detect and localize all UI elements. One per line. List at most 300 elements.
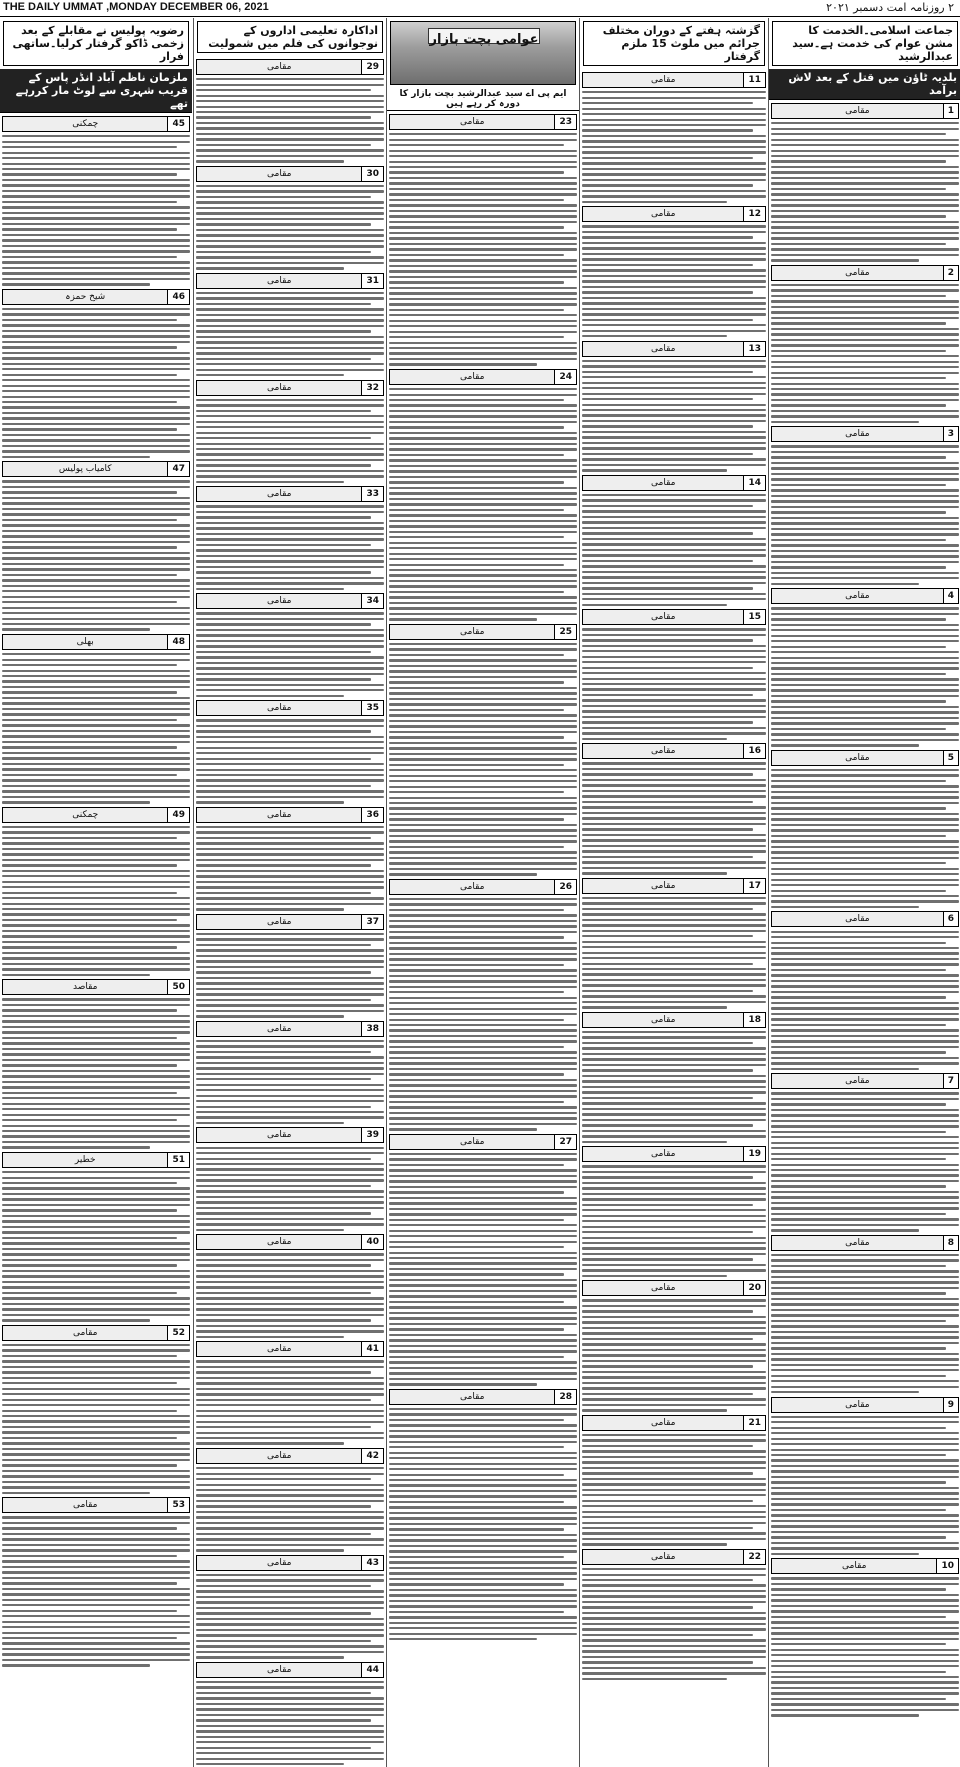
text-line bbox=[196, 1366, 384, 1368]
text-line bbox=[2, 261, 190, 263]
text-line bbox=[389, 1197, 577, 1199]
text-line bbox=[2, 1215, 190, 1217]
text-line bbox=[582, 1574, 766, 1576]
text-line bbox=[389, 1057, 577, 1059]
text-line bbox=[2, 746, 177, 748]
text-line bbox=[389, 986, 577, 988]
unit-number: 32 bbox=[361, 381, 383, 395]
text-line bbox=[771, 528, 959, 530]
text-line bbox=[771, 1287, 959, 1289]
text-line bbox=[582, 499, 766, 501]
text-line bbox=[771, 204, 959, 206]
text-line bbox=[771, 243, 946, 245]
text-line bbox=[389, 1512, 577, 1514]
text-line bbox=[389, 747, 577, 749]
text-line bbox=[771, 1583, 959, 1585]
unit-name: مقامی bbox=[197, 381, 361, 395]
text-line bbox=[582, 963, 753, 965]
text-line bbox=[771, 577, 959, 579]
unit-number: 2 bbox=[943, 266, 958, 280]
text-line bbox=[2, 1031, 190, 1033]
text-line bbox=[582, 124, 766, 126]
unit-number: 12 bbox=[743, 207, 765, 221]
text-line bbox=[771, 890, 946, 892]
text-line bbox=[196, 864, 371, 866]
text-line bbox=[771, 566, 946, 568]
text-line bbox=[196, 831, 384, 833]
text-line bbox=[196, 470, 384, 472]
text-line bbox=[582, 538, 766, 540]
text-line bbox=[389, 607, 577, 609]
text-line bbox=[196, 1596, 384, 1598]
text-line bbox=[196, 1078, 371, 1080]
text-line bbox=[771, 1654, 959, 1656]
text-line bbox=[771, 1035, 959, 1037]
unit-header bbox=[2, 634, 190, 650]
text-line bbox=[389, 161, 577, 163]
text-line bbox=[196, 1062, 384, 1064]
text-line bbox=[2, 897, 190, 899]
text-line bbox=[389, 481, 564, 483]
text-line bbox=[582, 979, 766, 981]
text-line bbox=[771, 555, 959, 557]
text-line bbox=[196, 774, 384, 776]
text-line bbox=[2, 1182, 177, 1184]
headline-c1: رضویہ پولیس نے مقابلے کے بعد زخمی ڈاکو گرفتار کرلیا۔ساتھی فرار bbox=[3, 21, 189, 66]
text-line bbox=[389, 709, 564, 711]
text-line bbox=[2, 1642, 190, 1644]
text-line bbox=[771, 1621, 959, 1623]
text-line bbox=[196, 201, 384, 203]
text-line bbox=[389, 1334, 577, 1336]
text-line bbox=[2, 423, 190, 425]
text-line bbox=[2, 881, 190, 883]
text-line bbox=[389, 802, 577, 804]
text-line bbox=[196, 1549, 344, 1551]
text-line bbox=[2, 1141, 190, 1143]
text-line bbox=[196, 1308, 384, 1310]
text-line bbox=[582, 436, 766, 438]
unit-header bbox=[196, 1448, 384, 1464]
text-line bbox=[582, 732, 766, 734]
text-line bbox=[771, 1459, 959, 1461]
text-line bbox=[389, 1622, 577, 1624]
text-line bbox=[771, 1547, 959, 1549]
text-line bbox=[771, 900, 959, 902]
text-line bbox=[389, 1180, 577, 1182]
text-line bbox=[771, 813, 959, 815]
text-line bbox=[582, 672, 766, 674]
text-line bbox=[196, 837, 371, 839]
text-line bbox=[196, 475, 384, 477]
text-line bbox=[582, 1310, 753, 1312]
text-line bbox=[771, 1002, 959, 1004]
text-line bbox=[2, 952, 190, 954]
text-line bbox=[196, 511, 384, 513]
text-line bbox=[389, 613, 577, 615]
unit-name: مقامی bbox=[772, 266, 943, 280]
text-line bbox=[582, 330, 766, 332]
text-line bbox=[389, 1317, 577, 1319]
text-line bbox=[2, 368, 190, 370]
text-line bbox=[389, 448, 577, 450]
text-line bbox=[389, 1430, 577, 1432]
text-line bbox=[771, 1638, 959, 1640]
text-line bbox=[389, 336, 564, 338]
unit-number: 23 bbox=[554, 115, 576, 129]
text-line bbox=[582, 952, 766, 954]
text-line bbox=[771, 1594, 959, 1596]
text-line bbox=[389, 182, 577, 184]
text-line bbox=[2, 239, 190, 241]
unit-number: 11 bbox=[743, 73, 765, 87]
text-line bbox=[196, 1095, 384, 1097]
text-line bbox=[389, 1605, 577, 1607]
text-line bbox=[389, 1084, 577, 1086]
text-line bbox=[196, 127, 384, 129]
text-line bbox=[771, 640, 959, 642]
text-line bbox=[196, 651, 371, 653]
text-line bbox=[196, 1393, 384, 1395]
text-line bbox=[771, 835, 946, 837]
text-line bbox=[196, 752, 384, 754]
text-line bbox=[771, 1454, 946, 1456]
text-line bbox=[771, 1492, 959, 1494]
text-line bbox=[389, 942, 577, 944]
text-line bbox=[771, 1320, 946, 1322]
unit-name: مقامی bbox=[197, 1449, 361, 1463]
text-line bbox=[196, 267, 344, 269]
text-line bbox=[389, 232, 577, 234]
text-line bbox=[2, 1281, 190, 1283]
text-line bbox=[582, 1489, 766, 1491]
text-line bbox=[389, 133, 577, 135]
text-line bbox=[2, 1146, 150, 1148]
text-line bbox=[389, 1594, 577, 1596]
text-line bbox=[2, 157, 190, 159]
text-line bbox=[2, 352, 190, 354]
text-line bbox=[389, 1068, 577, 1070]
text-line bbox=[771, 733, 959, 735]
text-line bbox=[582, 1450, 766, 1452]
subhead-c1: ملزمان ناظم آباد انڈر پاس کے قریب شہری سے لوٹ مار کررہے تھے bbox=[0, 69, 192, 113]
story-body-c3 bbox=[387, 111, 579, 1767]
text-line bbox=[771, 517, 959, 519]
text-line bbox=[196, 1703, 384, 1705]
text-line bbox=[771, 478, 959, 480]
text-line bbox=[771, 254, 959, 256]
unit-header bbox=[196, 807, 384, 823]
text-line bbox=[389, 215, 577, 217]
text-line bbox=[196, 1116, 384, 1118]
text-line bbox=[771, 1509, 946, 1511]
text-line bbox=[2, 1303, 190, 1305]
text-line bbox=[2, 875, 190, 877]
text-line bbox=[389, 1268, 577, 1270]
text-line bbox=[582, 571, 766, 573]
text-line bbox=[2, 691, 177, 693]
unit-name: مقامی bbox=[772, 751, 943, 765]
text-line bbox=[196, 410, 371, 412]
unit-name: مقامی bbox=[583, 1013, 743, 1027]
text-line bbox=[771, 851, 959, 853]
text-line bbox=[389, 1383, 537, 1385]
text-line bbox=[771, 657, 959, 659]
text-line bbox=[771, 1259, 959, 1261]
text-line bbox=[389, 742, 577, 744]
text-line bbox=[196, 779, 384, 781]
text-line bbox=[2, 374, 177, 376]
text-line bbox=[2, 930, 190, 932]
text-line bbox=[771, 722, 959, 724]
text-line bbox=[582, 151, 766, 153]
text-line bbox=[196, 100, 384, 102]
text-line bbox=[389, 536, 564, 538]
text-line bbox=[196, 516, 371, 518]
text-line bbox=[582, 1439, 766, 1441]
unit-header bbox=[196, 700, 384, 716]
text-line bbox=[389, 753, 577, 755]
text-line bbox=[771, 624, 959, 626]
text-line bbox=[2, 1171, 190, 1173]
unit-name: مقامی bbox=[197, 274, 361, 288]
text-line bbox=[196, 1229, 344, 1231]
text-line bbox=[389, 432, 577, 434]
text-line bbox=[582, 113, 766, 115]
text-line bbox=[771, 818, 959, 820]
text-line bbox=[771, 333, 959, 335]
text-line bbox=[389, 1153, 577, 1155]
text-line bbox=[389, 281, 564, 283]
story-body-c4 bbox=[580, 69, 768, 1767]
text-line bbox=[389, 659, 577, 661]
text-line bbox=[2, 1314, 190, 1316]
text-line bbox=[389, 470, 577, 472]
text-line bbox=[582, 1617, 766, 1619]
text-line bbox=[582, 247, 766, 249]
text-line bbox=[196, 1253, 384, 1255]
text-line bbox=[582, 1338, 753, 1340]
text-line bbox=[196, 977, 384, 979]
text-line bbox=[389, 1468, 577, 1470]
text-line bbox=[196, 443, 384, 445]
text-line bbox=[389, 1284, 577, 1286]
text-line bbox=[582, 1031, 766, 1033]
text-line bbox=[196, 325, 384, 327]
text-line bbox=[2, 741, 190, 743]
text-line bbox=[196, 1426, 371, 1428]
text-line bbox=[771, 1309, 959, 1311]
text-line bbox=[2, 1259, 190, 1261]
text-line bbox=[389, 1474, 564, 1476]
text-line bbox=[196, 999, 371, 1001]
text-line bbox=[2, 439, 190, 441]
text-line bbox=[771, 1185, 946, 1187]
text-line bbox=[389, 564, 564, 566]
text-line bbox=[771, 635, 959, 637]
text-line bbox=[389, 1345, 577, 1347]
text-line bbox=[196, 903, 384, 905]
text-line bbox=[389, 991, 564, 993]
text-line bbox=[389, 1361, 577, 1363]
masthead bbox=[0, 0, 960, 17]
text-line bbox=[2, 998, 190, 1000]
text-line bbox=[582, 667, 753, 669]
unit-header bbox=[196, 1662, 384, 1678]
text-line bbox=[2, 1481, 190, 1483]
text-line bbox=[196, 234, 384, 236]
text-line bbox=[389, 1583, 564, 1585]
text-line bbox=[389, 1424, 577, 1426]
text-line bbox=[2, 412, 190, 414]
text-line bbox=[389, 736, 564, 738]
unit-name: مقامی bbox=[583, 1416, 743, 1430]
text-line bbox=[389, 574, 577, 576]
text-line bbox=[389, 846, 564, 848]
text-line bbox=[582, 1606, 753, 1608]
text-line bbox=[389, 1252, 577, 1254]
text-line bbox=[2, 719, 177, 721]
text-line bbox=[582, 409, 766, 411]
unit-header bbox=[196, 486, 384, 502]
text-line bbox=[196, 1579, 384, 1581]
column-4 bbox=[579, 18, 768, 1767]
text-line bbox=[389, 936, 564, 938]
text-line bbox=[582, 453, 753, 455]
text-line bbox=[2, 313, 190, 315]
text-line bbox=[389, 465, 577, 467]
text-line bbox=[196, 1056, 384, 1058]
text-line bbox=[771, 700, 946, 702]
text-line bbox=[2, 396, 190, 398]
text-line bbox=[582, 1069, 753, 1071]
text-line bbox=[196, 1516, 384, 1518]
text-line bbox=[389, 764, 564, 766]
text-line bbox=[582, 1467, 766, 1469]
text-line bbox=[2, 508, 190, 510]
text-line bbox=[582, 1360, 766, 1362]
text-line bbox=[2, 697, 190, 699]
photo-sign: عوامی بچت بازار bbox=[428, 28, 540, 44]
text-line bbox=[582, 593, 766, 595]
text-line bbox=[196, 78, 384, 80]
headline-c5-second: بلدیہ ٹاؤن میں قتل کے بعد لاش برآمد bbox=[769, 69, 960, 100]
text-line bbox=[196, 185, 384, 187]
unit-name: مقامی bbox=[583, 744, 743, 758]
text-line bbox=[2, 1621, 190, 1623]
text-line bbox=[771, 1649, 959, 1651]
text-line bbox=[2, 1048, 190, 1050]
text-line bbox=[2, 664, 177, 666]
text-line bbox=[2, 919, 177, 921]
text-line bbox=[196, 623, 371, 625]
text-line bbox=[389, 1638, 537, 1640]
text-line bbox=[582, 582, 766, 584]
text-line bbox=[389, 1490, 577, 1492]
text-line bbox=[196, 730, 371, 732]
text-line bbox=[771, 728, 946, 730]
text-line bbox=[2, 335, 190, 337]
unit-number: 33 bbox=[361, 487, 383, 501]
text-line bbox=[2, 974, 150, 976]
text-line bbox=[771, 1109, 959, 1111]
text-line bbox=[771, 1536, 946, 1538]
text-line bbox=[771, 1131, 946, 1133]
text-line bbox=[582, 447, 766, 449]
text-line bbox=[771, 1103, 946, 1105]
text-line bbox=[389, 1123, 577, 1125]
text-line bbox=[771, 139, 959, 141]
text-line bbox=[389, 1246, 564, 1248]
text-line bbox=[389, 687, 577, 689]
text-line bbox=[582, 1628, 766, 1630]
unit-number: 53 bbox=[167, 1498, 189, 1512]
text-line bbox=[389, 415, 577, 417]
unit-header bbox=[2, 1152, 190, 1168]
text-line bbox=[771, 150, 959, 152]
text-line bbox=[2, 1042, 190, 1044]
text-line bbox=[196, 399, 384, 401]
text-line bbox=[389, 1633, 577, 1635]
text-line bbox=[2, 653, 190, 655]
unit-header bbox=[196, 593, 384, 609]
headline-c2: اداکارہ تعلیمی اداروں کے نوجوانوں کی فلم میں شمولیت bbox=[197, 21, 383, 53]
text-line bbox=[2, 1355, 177, 1357]
text-line bbox=[771, 739, 959, 741]
headline-c5: جماعت اسلامی۔الخدمت کا مشن عوام کی خدمت ہے۔سید عبدالرشید bbox=[772, 21, 958, 66]
text-line bbox=[196, 1275, 384, 1277]
text-line bbox=[582, 258, 766, 260]
text-line bbox=[771, 1180, 959, 1182]
text-line bbox=[389, 1350, 577, 1352]
story-body-c5 bbox=[769, 100, 960, 1767]
text-line bbox=[389, 681, 564, 683]
unit-header bbox=[389, 1134, 577, 1150]
text-line bbox=[2, 1187, 190, 1189]
text-line bbox=[771, 1046, 959, 1048]
text-line bbox=[389, 547, 577, 549]
text-line bbox=[771, 1153, 959, 1155]
text-line bbox=[582, 458, 766, 460]
text-line bbox=[2, 135, 190, 137]
text-line bbox=[2, 486, 190, 488]
text-line bbox=[2, 708, 190, 710]
text-line bbox=[196, 1725, 384, 1727]
text-line bbox=[771, 133, 946, 135]
text-line bbox=[771, 199, 959, 201]
text-line bbox=[389, 840, 577, 842]
text-line bbox=[582, 1264, 766, 1266]
text-line bbox=[196, 1484, 384, 1486]
unit-name: مقامی bbox=[197, 1663, 361, 1677]
unit-number: 8 bbox=[943, 1236, 958, 1250]
text-line bbox=[582, 280, 766, 282]
text-line bbox=[771, 1191, 959, 1193]
text-line bbox=[771, 177, 959, 179]
text-line bbox=[389, 1484, 577, 1486]
text-line bbox=[389, 553, 577, 555]
text-line bbox=[771, 936, 959, 938]
unit-header bbox=[771, 911, 959, 927]
text-line bbox=[196, 196, 371, 198]
text-line bbox=[2, 768, 190, 770]
text-line bbox=[389, 139, 577, 141]
text-line bbox=[196, 988, 384, 990]
text-line bbox=[389, 676, 577, 678]
text-line bbox=[389, 292, 577, 294]
text-line bbox=[2, 908, 190, 910]
text-line bbox=[196, 297, 384, 299]
